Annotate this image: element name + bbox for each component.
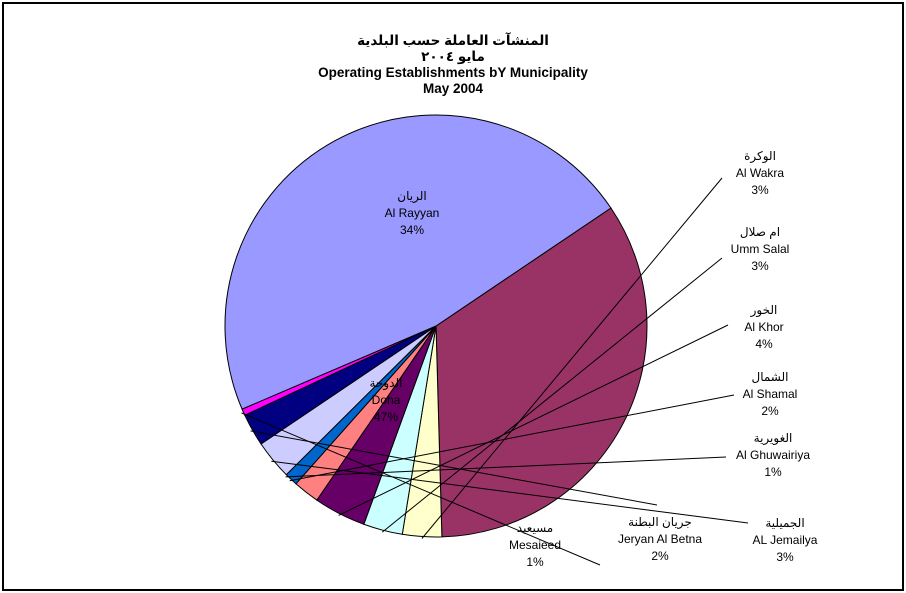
slice-label-percent-2: 3% — [751, 183, 769, 197]
slice-label-arabic-4: الخور — [750, 303, 778, 317]
slice-label-percent-ghuwairiya: 1% — [764, 465, 782, 479]
slice-label-name-9: Mesaieed — [508, 538, 562, 552]
slice-label-name-7: AL Jemailya — [752, 533, 818, 547]
chart-subtitle-arabic: مايو ٢٠٠٤ — [421, 49, 485, 64]
slice-label-arabic-9: مسيعيد — [516, 521, 554, 535]
slice-label-arabic-2: الوكرة — [744, 149, 776, 163]
slice-label-percent-3: 3% — [751, 259, 769, 273]
slice-label-percent-8: 2% — [651, 549, 669, 563]
chart-subtitle: May 2004 — [422, 81, 484, 96]
slice-label-percent-6: 2% — [761, 404, 779, 418]
slice-label-percent-1: 34% — [399, 223, 425, 237]
slice-label-name-1: Al Rayyan — [384, 206, 440, 220]
slice-label-arabic-ghuwairiya: الغويرية — [753, 431, 793, 445]
slice-label-arabic-3: ام صلال — [739, 225, 781, 239]
slice-label-name-3: Umm Salal — [730, 242, 790, 256]
slice-label-arabic-8: جريان البطنة — [628, 515, 692, 529]
slice-label-arabic-1: الريان — [397, 189, 427, 203]
chart-title: Operating Establishments bY Municipality — [318, 65, 588, 80]
slice-label-name-6: Al Shamal — [742, 387, 798, 401]
slice-label-name-4: Al Khor — [744, 320, 784, 334]
slice-label-name-2: Al Wakra — [735, 166, 785, 180]
slice-label-percent-9: 1% — [526, 555, 544, 569]
slice-label-arabic-6: الشمال — [751, 370, 789, 384]
slice-label-arabic-10: الدوحة — [369, 376, 403, 390]
slice-label-percent-4: 4% — [755, 337, 773, 351]
slice-label-name-ghuwairiya: Al Ghuwairiya — [735, 448, 811, 462]
slice-label-name-8: Jeryan Al Betna — [617, 532, 703, 546]
slice-label-name-10: Doha — [371, 393, 401, 407]
chart-title-arabic: المنشآت العاملة حسب البلدية — [357, 33, 549, 48]
slice-label-percent-10: 47% — [373, 410, 399, 424]
slice-label-arabic-7: الجميلية — [765, 516, 805, 530]
slice-label-percent-7: 3% — [776, 550, 794, 564]
